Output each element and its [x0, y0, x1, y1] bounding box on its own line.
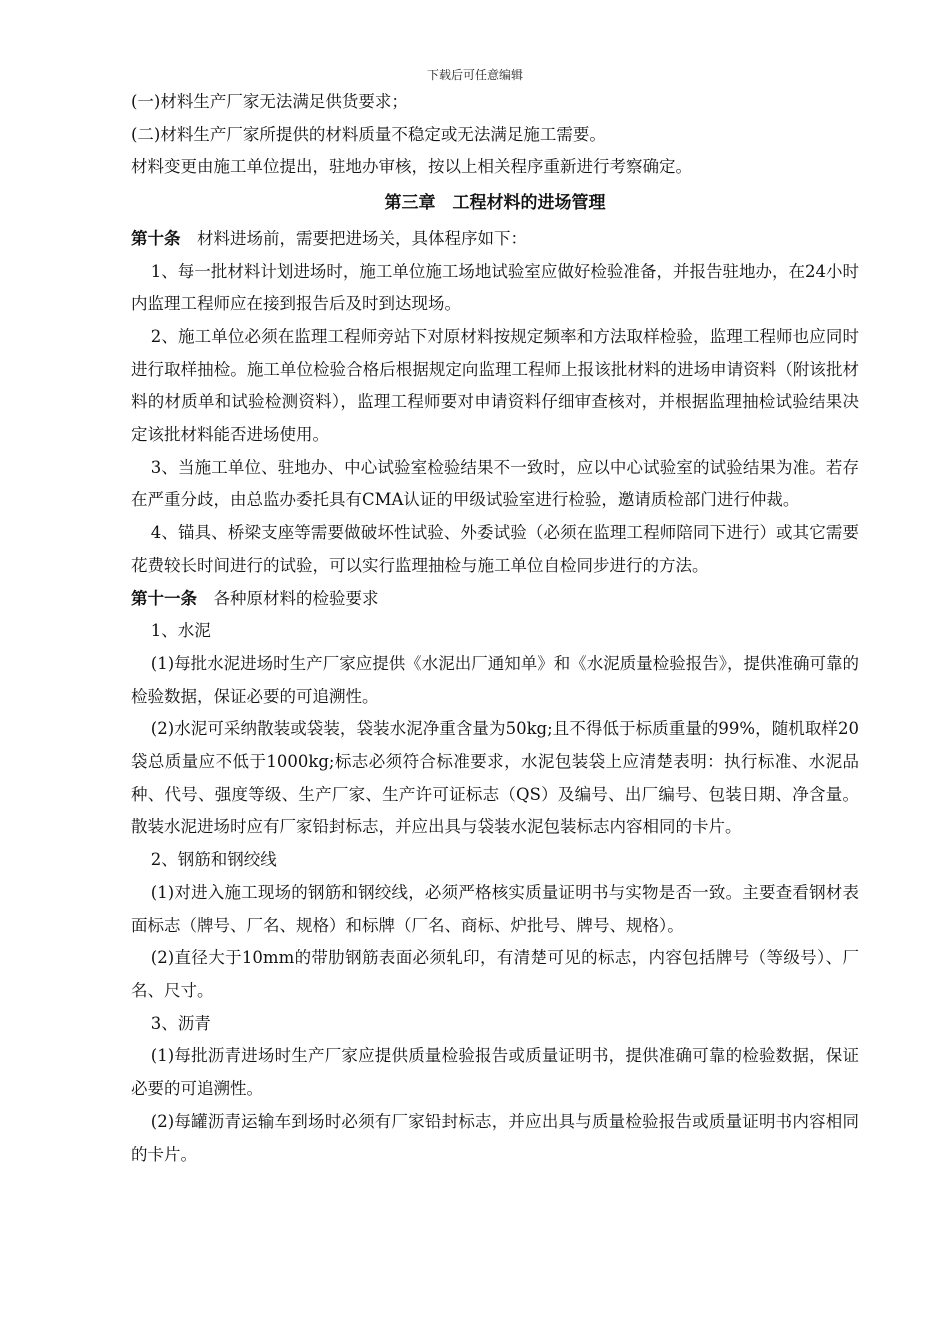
paragraph: (一)材料生产厂家无法满足供货要求；: [131, 92, 408, 111]
document-body: [131, 86, 859, 1171]
article-11: [131, 583, 859, 616]
paragraph: (二)材料生产厂家所提供的材料质量不稳定或无法满足施工需要。: [131, 124, 606, 144]
section-heading: 1、水泥: [150, 621, 211, 641]
paragraph: (2)水泥可采纳散装或袋装，袋装水泥净重含量为50kg;且不得低于标质重量的99%，随机取样20袋总质量应不低于1000kg;标志必须符合标准要求，水泥包装袋上应清楚表明：执行标准、水泥品种、代号、强度等级、生产厂家、生产许可证标志（QS）及编号、出厂编号、包装日期、净含量。散装水泥进场时应有厂家铅封标志，并应出具与袋装水泥包装标志内容相同的卡片。: [131, 719, 859, 837]
section-heading: 3、沥青: [150, 1013, 211, 1033]
section-heading: 2、钢筋和钢绞线: [150, 850, 277, 870]
paragraph: (2)每罐沥青运输车到场时必须有厂家铅封标志，并应出具与质量检验报告或质量证明书内容相同的卡片。: [131, 1111, 859, 1164]
article-text: 材料进场前，需要把进场关，具体程序如下：: [180, 228, 527, 248]
paragraph: (1)对进入施工现场的钢筋和钢绞线，必须严格核实质量证明书与实物是否一致。主要查看钢材表面标志（牌号、厂名、规格）和标牌（厂名、商标、炉批号、牌号、规格）。: [131, 882, 859, 935]
paragraph: 4、锚具、桥梁支座等需要做破坏性试验、外委试验（必须在监理工程师陪同下进行）或其它需要花费较长时间进行的试验，可以实行监理抽检与施工单位自检同步进行的方法。: [131, 523, 859, 575]
paragraph: 1、每一批材料计划进场时，施工单位施工场地试验室应做好检验准备，并报告驻地办，在24小时内监理工程师应在接到报告后及时到达现场。: [131, 261, 859, 314]
article-10: [131, 223, 859, 256]
paragraph: 材料变更由施工单位提出，驻地办审核，按以上相关程序重新进行考察确定。: [131, 157, 692, 177]
article-text: 各种原材料的检验要求: [197, 588, 379, 608]
paragraph: (1)每批沥青进场时生产厂家应提供质量检验报告或质量证明书，提供准确可靠的检验数据，保证必要的可追溯性。: [131, 1046, 859, 1099]
paragraph: (1)每批水泥进场时生产厂家应提供《水泥出厂通知单》和《水泥质量检验报告》，提供准确可靠的检验数据，保证必要的可追溯性。: [131, 653, 859, 706]
paragraph: (2)直径大于10mm的带肋钢筋表面必须轧印，有清楚可见的标志，内容包括牌号（等级号）、厂名、尺寸。: [131, 948, 859, 1000]
page-header: 下载后可任意编辑: [426, 68, 523, 82]
article-title: 第十一条: [131, 588, 197, 608]
article-title: 第十条: [131, 228, 181, 248]
paragraph: 3、当施工单位、驻地办、中心试验室检验结果不一致时，应以中心试验室的试验结果为准。若存在严重分歧，由总监办委托具有CMA认证的甲级试验室进行检验，邀请质检部门进行仲裁。: [131, 457, 859, 510]
chapter-title: 第三章 工程材料的进场管理: [384, 193, 606, 214]
paragraph: 2、施工单位必须在监理工程师旁站下对原材料按规定频率和方法取样检验，监理工程师也应同时进行取样抽检。施工单位检验合格后根据规定向监理工程师上报该批材料的进场申请资料（附该批材料的材质单和试验检测资料），监理工程师要对申请资料仔细审查核对，并根据监理抽检试验结果决定该批材料能否进场使用。: [131, 326, 859, 445]
